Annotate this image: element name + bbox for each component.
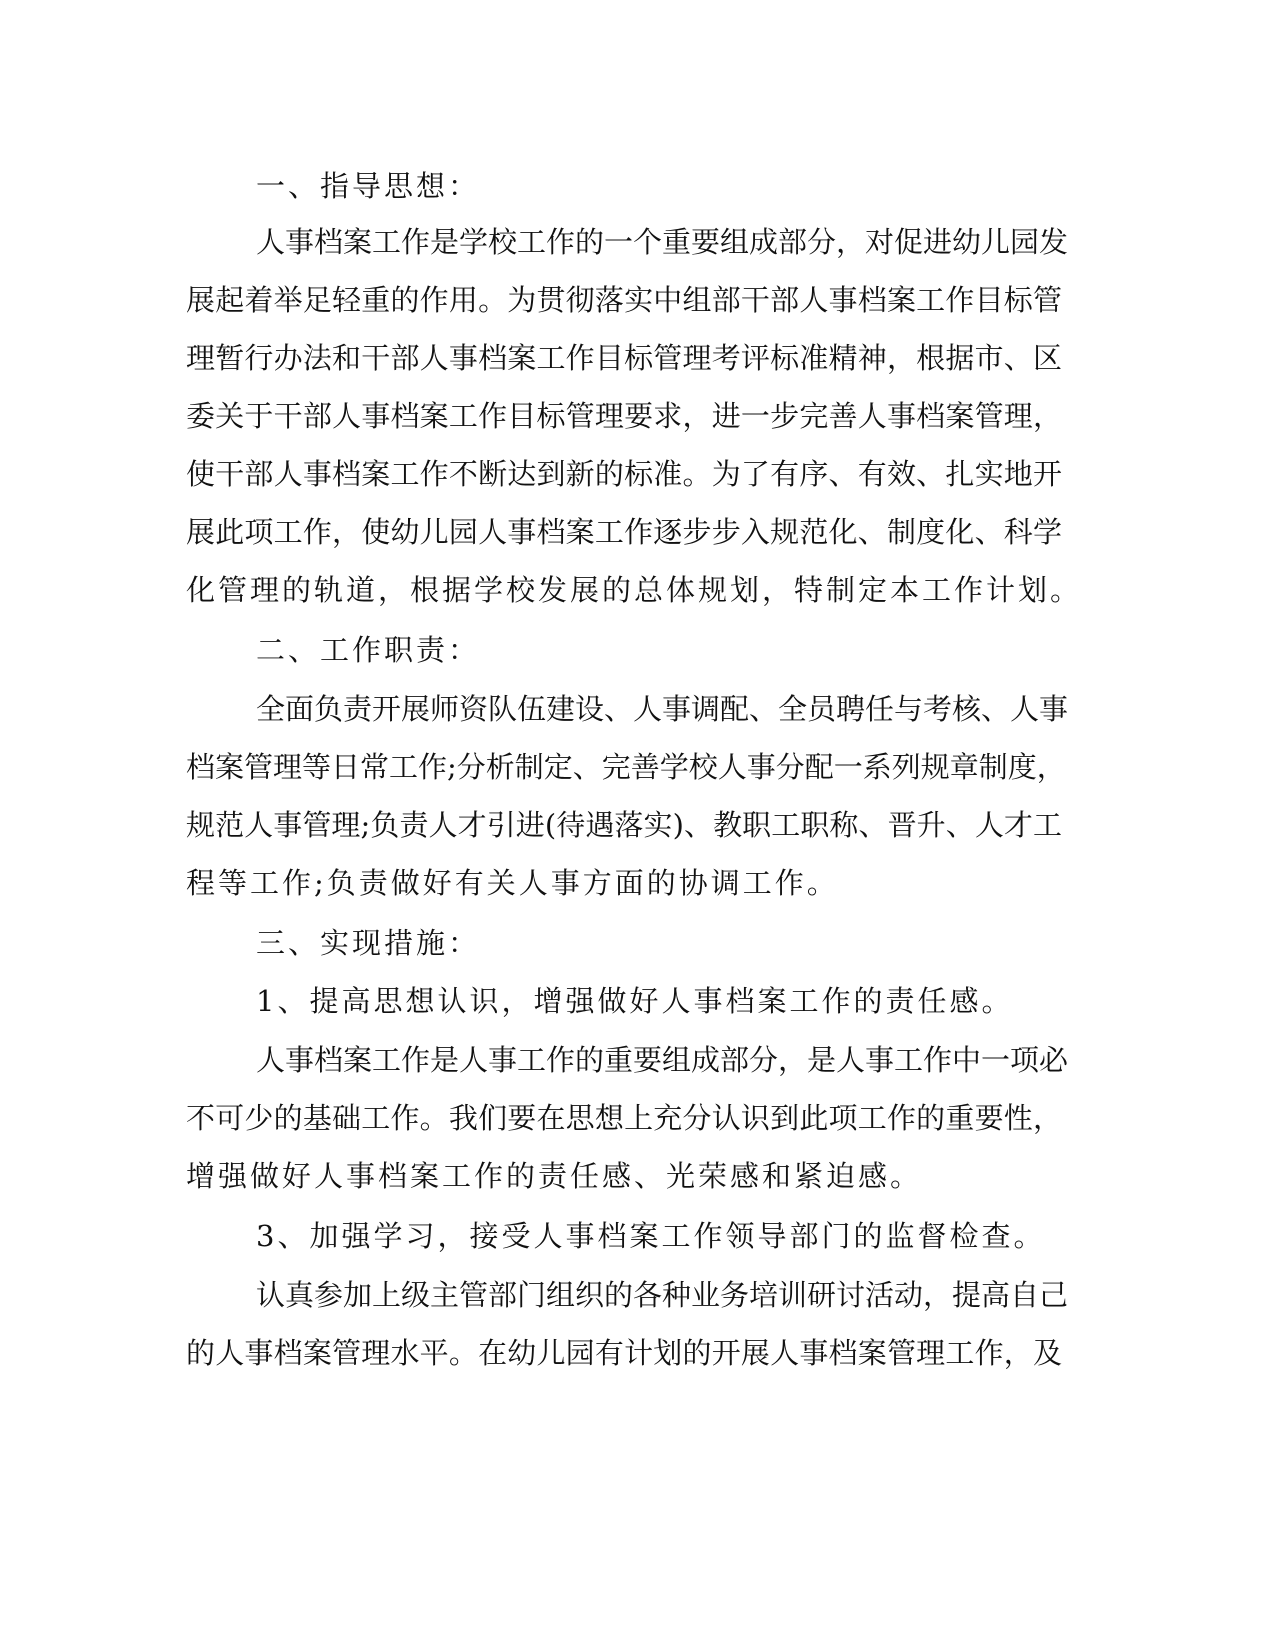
paragraph-line: 人事档案工作是学校工作的一个重要组成部分，对促进幼儿园发 xyxy=(256,225,1069,259)
paragraph-line: 人事档案工作是人事工作的重要组成部分，是人事工作中一项必 xyxy=(256,1043,1069,1077)
heading-job-duties: 二、工作职责： xyxy=(256,633,481,667)
subheading-item-1: 1、提高思想认识，增强做好人事档案工作的责任感。 xyxy=(256,984,1014,1018)
paragraph-line: 全面负责开展师资队伍建设、人事调配、全员聘任与考核、人事 xyxy=(256,692,1069,726)
subheading-item-3: 3、加强学习，接受人事档案工作领导部门的监督检查。 xyxy=(256,1219,1046,1253)
heading-measures: 三、实现措施： xyxy=(256,926,481,960)
paragraph-line: 展起着举足轻重的作用。为贯彻落实中组部干部人事档案工作目标管 xyxy=(186,283,1062,317)
paragraph-line: 认真参加上级主管部门组织的各种业务培训研讨活动，提高自己 xyxy=(256,1278,1069,1312)
paragraph-line: 化管理的轨道，根据学校发展的总体规划，特制定本工作计划。 xyxy=(186,573,1083,607)
heading-guiding-ideology: 一、指导思想： xyxy=(256,169,481,203)
paragraph-line: 程等工作;负责做好有关人事方面的协调工作。 xyxy=(186,866,839,900)
paragraph-line: 展此项工作，使幼儿园人事档案工作逐步步入规范化、制度化、科学 xyxy=(186,515,1062,549)
paragraph-line: 增强做好人事档案工作的责任感、光荣感和紧迫感。 xyxy=(186,1159,923,1193)
paragraph-line: 不可少的基础工作。我们要在思想上充分认识到此项工作的重要性， xyxy=(186,1101,1062,1135)
paragraph-line: 规范人事管理;负责人才引进(待遇落实)、教职工职称、晋升、人才工 xyxy=(186,808,1062,842)
paragraph-line: 的人事档案管理水平。在幼儿园有计划的开展人事档案管理工作，及 xyxy=(186,1336,1062,1370)
paragraph-line: 档案管理等日常工作;分析制定、完善学校人事分配一系列规章制度， xyxy=(186,750,1066,784)
paragraph-line: 委关于干部人事档案工作目标管理要求，进一步完善人事档案管理， xyxy=(186,399,1062,433)
paragraph-line: 使干部人事档案工作不断达到新的标准。为了有序、有效、扎实地开 xyxy=(186,457,1062,491)
paragraph-line: 理暂行办法和干部人事档案工作目标管理考评标准精神，根据市、区 xyxy=(186,341,1062,375)
